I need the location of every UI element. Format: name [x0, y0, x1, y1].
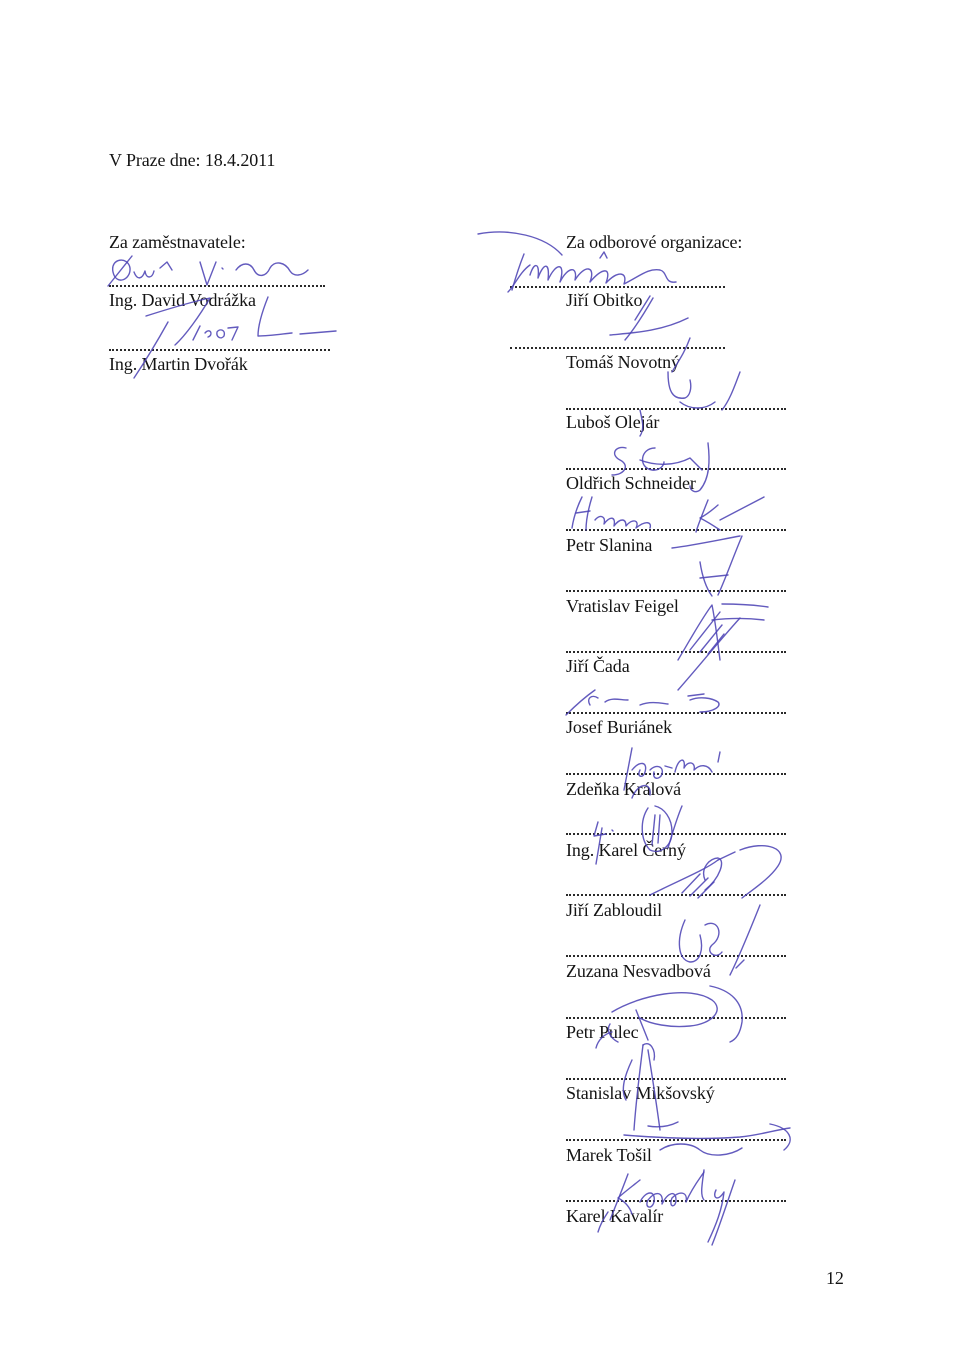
signatory-name: Oldřich Schneider	[566, 473, 696, 493]
signatory-name: Jiří Obitko	[566, 290, 643, 310]
signature-david-vodrazka	[108, 256, 308, 286]
signature-line	[566, 468, 786, 470]
signature-line	[510, 347, 725, 349]
signature-line	[109, 285, 325, 287]
signature-line	[566, 773, 786, 775]
signature-line	[510, 286, 725, 288]
signatory-name: Marek Tošil	[566, 1145, 652, 1165]
signatory-name: Vratislav Feigel	[566, 596, 679, 616]
signatory-name: Zuzana Nesvadbová	[566, 961, 711, 981]
signature-line	[566, 955, 786, 957]
signature-line	[566, 1017, 786, 1019]
signatory-name: Ing. Martin Dvořák	[109, 354, 248, 374]
signatory-name: Luboš Olejár	[566, 412, 660, 432]
signature-line	[566, 1078, 786, 1080]
signature-line	[566, 894, 786, 896]
signature-line	[566, 529, 786, 531]
signatory-name: Josef Buriánek	[566, 717, 673, 737]
signature-jiri-cada	[678, 605, 764, 690]
page-number: 12	[826, 1268, 844, 1288]
signature-line	[566, 590, 786, 592]
signatory-name: Karel Kavalír	[566, 1206, 664, 1226]
signatory-name: Petr Pulec	[566, 1022, 639, 1042]
signature-line	[566, 408, 786, 410]
signature-line	[109, 349, 330, 351]
signatory-name: Jiří Zabloudil	[566, 900, 663, 920]
signatory-name: Petr Slanina	[566, 535, 653, 555]
employer-heading: Za zaměstnavatele:	[109, 232, 246, 252]
signature-line	[566, 833, 786, 835]
signatory-name: Stanislav Mikšovský	[566, 1083, 715, 1103]
signatory-name: Tomáš Novotný	[566, 352, 680, 372]
signature-vratislav-feigel	[672, 536, 768, 607]
signatory-name: Jiří Čada	[566, 656, 630, 676]
signature-line	[566, 712, 786, 714]
unions-heading: Za odborové organizace:	[566, 232, 743, 252]
signature-petr-slanina	[572, 497, 764, 532]
signatory-name: Ing. David Vodrážka	[109, 290, 256, 310]
place-date: V Praze dne: 18.4.2011	[109, 150, 276, 170]
signature-line	[566, 1200, 786, 1202]
signatory-name: Zdeňka Králová	[566, 779, 682, 799]
signature-line	[566, 1139, 786, 1141]
signatory-name: Ing. Karel Černý	[566, 840, 686, 860]
signature-line	[566, 651, 786, 653]
